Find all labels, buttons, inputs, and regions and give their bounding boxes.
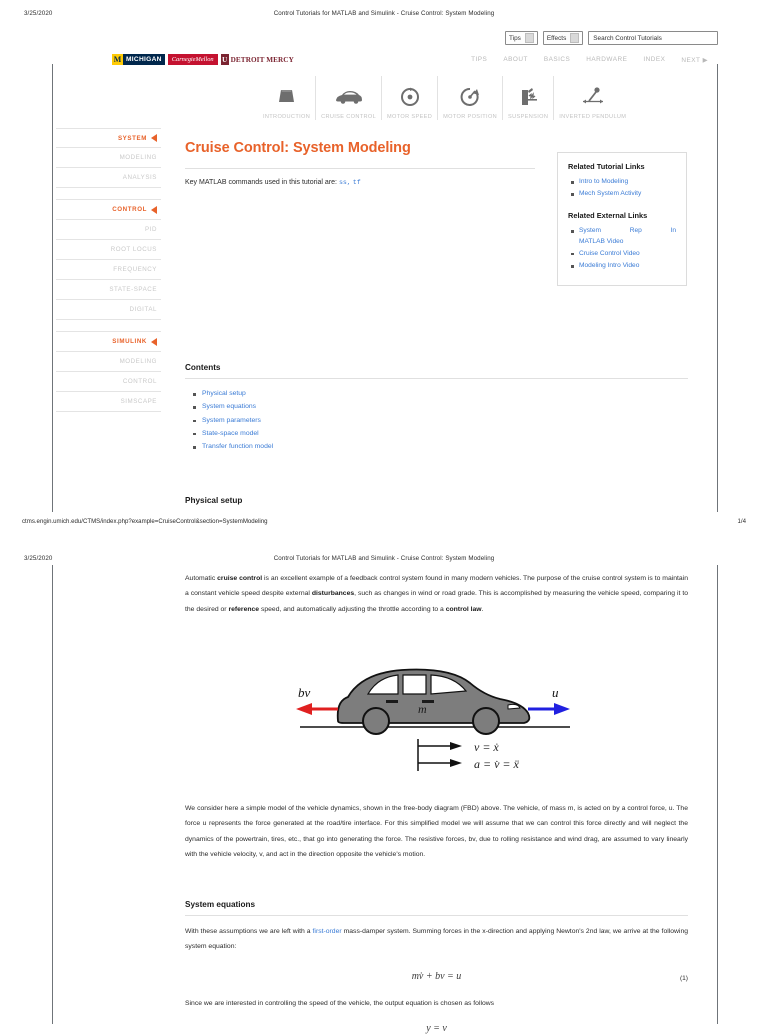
michigan-wordmark: MICHIGAN <box>123 54 165 65</box>
page2-left-rule <box>52 565 53 1024</box>
list-item[interactable] <box>579 249 676 259</box>
nav-inverted-pendulum[interactable] <box>553 76 631 120</box>
related-link: Mech System Activity <box>579 190 642 198</box>
motor-speed-icon <box>399 83 421 111</box>
sidebar-head-system[interactable] <box>56 128 161 148</box>
top-text-nav <box>471 56 708 64</box>
bold-cruise-control: cruise control <box>217 575 263 582</box>
list-item[interactable] <box>579 189 676 199</box>
label-u: u <box>552 685 559 700</box>
nav-motor-speed-label: MOTOR SPEED <box>387 114 433 120</box>
related-external-heading: Related External Links <box>568 211 648 221</box>
tips-button[interactable] <box>505 31 538 45</box>
topnav-item-next[interactable]: NEXT ▶ <box>681 57 708 64</box>
label-bv: bv <box>298 685 311 700</box>
caret-left-icon <box>151 338 157 346</box>
contents-link: System equations <box>202 403 257 411</box>
list-item[interactable] <box>579 226 676 246</box>
car-icon <box>334 83 364 111</box>
topnav-item-basics[interactable]: BASICS <box>543 56 571 63</box>
related-link: Modeling Intro Video <box>579 262 640 270</box>
sidebar-item-label: PID <box>145 226 157 233</box>
equation-1: mv̇ + bv = u <box>411 970 462 982</box>
print-header <box>0 10 768 22</box>
topnav-item-hardware[interactable]: HARDWARE <box>586 56 628 63</box>
output-equation-paragraph: Since we are interested in controlling the speed of the vehicle, the output equation is chosen as follows <box>185 999 495 1007</box>
caret-left-icon <box>151 134 157 142</box>
pendulum-icon <box>580 83 606 111</box>
detroit-mercy-wordmark: DETROIT MERCY <box>230 55 294 64</box>
para-text: mass-damper system. Summing forces in the x-direction and applying Newton's 2nd law, we arrive at the following system equation: <box>185 928 689 951</box>
sidebar-item-digital[interactable] <box>56 300 161 320</box>
bold-reference: reference <box>228 605 260 613</box>
print-document-title: Control Tutorials for MATLAB and Simulink - Cruise Control: System Modeling <box>273 555 495 562</box>
dynamics-paragraph-wrap <box>185 801 688 862</box>
label-acceleration: a = v̇ = ẍ <box>474 757 519 771</box>
equation-1-number: (1) <box>679 974 688 982</box>
system-equations-divider <box>185 915 688 916</box>
sidebar-item-simscape[interactable] <box>56 392 161 412</box>
effects-button[interactable] <box>543 31 583 45</box>
command-ss[interactable]: ss <box>338 179 347 186</box>
contents-link: Physical setup <box>202 390 246 397</box>
sidebar-item-pid[interactable] <box>56 220 161 240</box>
detroit-mercy-logo[interactable] <box>221 54 294 65</box>
related-tutorial-heading: Related Tutorial Links <box>568 162 645 171</box>
tips-toggle-icon[interactable] <box>525 33 534 43</box>
related-link: Cruise Control Video <box>579 249 640 257</box>
caret-left-icon <box>151 206 157 214</box>
command-tf[interactable]: tf <box>352 179 361 186</box>
sidebar-item-label: CONTROL <box>122 378 157 385</box>
contents-heading: Contents <box>185 363 221 372</box>
sidebar-item-label: SIMSCAPE <box>120 398 157 405</box>
list-item[interactable] <box>202 414 688 427</box>
page-right-rule <box>717 64 718 512</box>
tips-label: Tips <box>509 34 521 42</box>
related-link-word: In <box>670 227 676 235</box>
equation-2-row <box>185 1023 688 1034</box>
sidebar-item-label: DIGITAL <box>129 306 157 313</box>
print-document-title: Control Tutorials for MATLAB and Simulink - Cruise Control: System Modeling <box>273 10 495 17</box>
related-tutorial-list <box>568 177 676 199</box>
sidebar-item-label: ROOT LOCUS <box>110 246 157 253</box>
sidebar-head-control[interactable] <box>56 200 161 220</box>
nav-motor-speed[interactable] <box>381 76 437 120</box>
contents-divider <box>185 378 688 379</box>
para-text: With these assumptions we are left with a <box>185 928 313 935</box>
motor-position-icon <box>459 83 481 111</box>
bold-disturbances: disturbances <box>311 590 355 598</box>
nav-suspension-label: SUSPENSION <box>508 114 549 120</box>
sidebar-head-system-label: SYSTEM <box>117 134 147 142</box>
page-left-rule <box>52 64 53 512</box>
para-text: . <box>481 605 484 613</box>
key-commands-line: Key MATLAB commands used in this tutorial are: ss, tf <box>185 179 361 186</box>
list-item[interactable] <box>579 177 676 187</box>
key-commands-prefix: Key MATLAB commands used in this tutorial are: <box>185 179 337 186</box>
list-item[interactable] <box>202 440 688 453</box>
free-body-diagram <box>270 651 592 779</box>
nav-motor-position-label: MOTOR POSITION <box>443 114 498 120</box>
contents-link: State-space model <box>202 429 259 437</box>
left-sidebar <box>56 128 161 412</box>
para-text: , such as changes in wind or road grade. This is accomplished by measuring the vehicle speed, comparing it to the desired or <box>185 590 688 613</box>
cmu-wordmark: CarnegieMellon <box>168 54 218 65</box>
sidebar-item-label: STATE-SPACE <box>109 286 157 293</box>
sidebar-item-state-space[interactable] <box>56 280 161 300</box>
carnegie-mellon-logo[interactable] <box>168 54 218 65</box>
search-input-value: Search Control Tutorials <box>593 34 662 42</box>
university-logos <box>112 54 294 65</box>
print-footer <box>0 518 768 530</box>
system-equations-paragraph <box>185 924 688 955</box>
print-date: 3/25/2020 <box>24 10 53 17</box>
page2-right-rule <box>717 565 718 1024</box>
sidebar-item-root-locus[interactable] <box>56 240 161 260</box>
nav-introduction-label: INTRODUCTION <box>263 114 311 120</box>
related-link-second-line: MATLAB Video <box>579 237 624 245</box>
nav-cruise-control[interactable] <box>315 76 381 120</box>
first-order-link[interactable]: first-order <box>312 928 342 935</box>
nav-introduction[interactable] <box>258 76 315 120</box>
bold-control-law: control law <box>445 605 482 613</box>
block-icon <box>276 83 298 111</box>
related-link-justified <box>579 226 676 236</box>
print-header-2 <box>0 555 768 567</box>
print-footer-url: ctms.engin.umich.edu/CTMS/index.php?example=CruiseControl&section=SystemModeling <box>22 518 268 525</box>
sidebar-gap <box>56 188 161 200</box>
sidebar-item-label: FREQUENCY <box>113 266 157 273</box>
related-link-word: Rep <box>629 227 642 235</box>
topnav-item-tips[interactable]: TIPS <box>471 56 488 63</box>
topnav-item-index[interactable]: INDEX <box>643 56 666 63</box>
related-external-list <box>568 226 676 271</box>
sidebar-item-system-modeling[interactable] <box>56 148 161 168</box>
list-item[interactable] <box>202 400 688 413</box>
suspension-icon <box>517 83 539 111</box>
nav-cruise-control-label: CRUISE CONTROL <box>321 114 377 120</box>
intro-paragraph-wrap <box>185 571 688 617</box>
print-date: 3/25/2020 <box>24 555 53 562</box>
list-item[interactable] <box>202 387 688 400</box>
nav-inverted-pendulum-label: INVERTED PENDULUM <box>559 114 627 120</box>
nav-suspension[interactable] <box>502 76 553 120</box>
sidebar-item-label: ANALYSIS <box>122 174 157 181</box>
label-velocity: v = ẋ <box>474 740 499 754</box>
print-page-number: 1/4 <box>737 518 746 525</box>
sidebar-item-label: MODELING <box>119 154 157 161</box>
list-item[interactable] <box>202 427 688 440</box>
sidebar-item-simulink-control[interactable] <box>56 372 161 392</box>
effects-toggle-icon[interactable] <box>570 33 579 43</box>
system-equations-heading: System equations <box>185 900 256 909</box>
michigan-m-icon: M <box>113 55 122 64</box>
para-text: speed, and automatically adjusting the throttle according to a <box>259 605 446 613</box>
example-icon-nav <box>258 76 631 120</box>
browser-toolbar <box>505 31 718 45</box>
list-item[interactable] <box>579 261 676 271</box>
michigan-logo[interactable] <box>112 54 165 65</box>
sidebar-item-frequency[interactable] <box>56 260 161 280</box>
effects-label: Effects <box>546 34 567 42</box>
physical-setup-heading: Physical setup <box>185 496 243 505</box>
contents-link: System parameters <box>202 416 261 424</box>
related-link-word: System <box>579 227 601 235</box>
para-text: Automatic <box>185 575 218 582</box>
page-title: Cruise Control: System Modeling <box>185 140 411 156</box>
sidebar-item-label: MODELING <box>119 358 157 365</box>
related-links-box <box>557 152 687 286</box>
system-equations-section <box>185 900 688 1034</box>
equation-2: y = v <box>426 1022 447 1034</box>
sidebar-item-system-analysis[interactable] <box>56 168 161 188</box>
detroit-mercy-shield-icon: U <box>222 55 228 64</box>
sidebar-head-simulink-label: SIMULINK <box>112 338 147 345</box>
contents-list <box>185 387 688 453</box>
sidebar-item-simulink-modeling[interactable] <box>56 352 161 372</box>
para-text: is an excellent example of a feedback control system found in many modern vehicles. The purpose of the cruise control system is to maintain a constant vehicle speed despite external <box>185 575 689 598</box>
equation-1-row <box>185 971 688 982</box>
sidebar-head-control-label: CONTROL <box>112 206 147 213</box>
printed-page-2 <box>0 535 768 1034</box>
sidebar-head-simulink[interactable] <box>56 332 161 352</box>
related-link: Intro to Modeling <box>579 178 629 185</box>
nav-motor-position[interactable] <box>437 76 502 120</box>
label-m: m <box>418 702 427 716</box>
dynamics-paragraph: We consider here a simple model of the vehicle dynamics, shown in the free-body diagram (FBD) above. The vehicle, of mass m, is acted on by a control force, u. The force u represents the force generated at the road/tire interface. For this simplified model we will assume that we can control this force directly and will neglect the dynamics of the powertrain, tires, etc., that go into generating the force. The resistive forces, bv, due to rolling resistance and wind drag, are assumed to vary linearly with the vehicle velocity, v, and act in the direction opposite the vehicle's motion. <box>185 805 688 858</box>
topnav-item-about[interactable]: ABOUT <box>503 56 528 63</box>
sidebar-gap <box>56 320 161 332</box>
main-column <box>185 140 535 189</box>
contents-section <box>185 363 688 453</box>
contents-link: Transfer function model <box>202 443 274 450</box>
search-input[interactable] <box>588 31 718 45</box>
title-divider <box>185 168 535 169</box>
intro-paragraph <box>185 571 688 617</box>
